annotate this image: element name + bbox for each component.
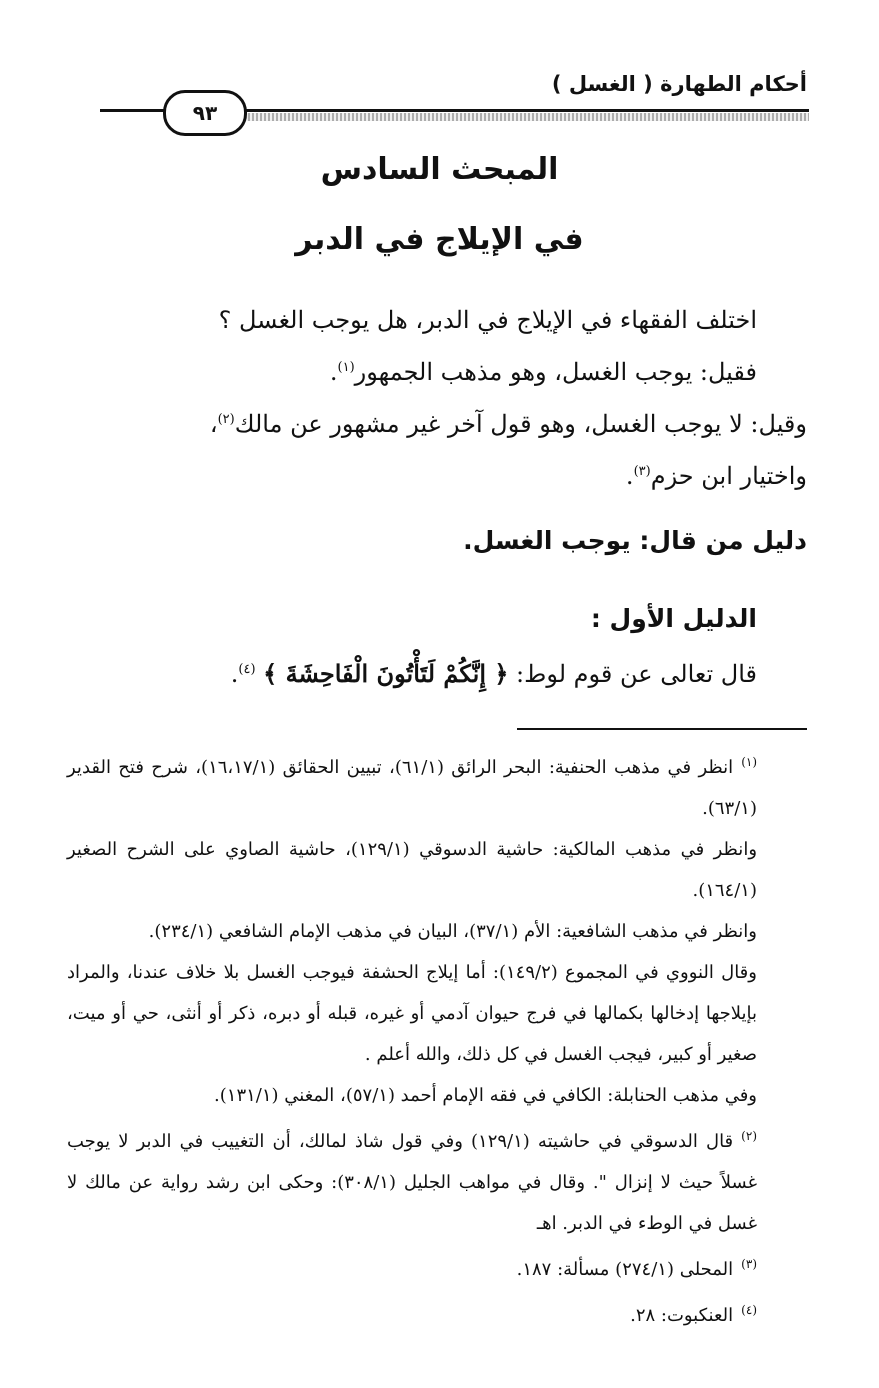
footnote-ref: (٢) <box>217 412 235 427</box>
paragraph-end: ، <box>209 410 218 438</box>
paragraph-second-opinion <box>67 398 807 450</box>
footnote-separator <box>517 728 807 730</box>
footnote-mark: (٢) <box>741 1129 757 1143</box>
paragraph-text: قال تعالى عن قوم لوط: <box>508 660 757 688</box>
footnote-mark: (٤) <box>741 1303 757 1317</box>
running-title: أحكام الطهارة ( الغسل ) <box>551 72 807 96</box>
footnotes <box>67 742 807 1336</box>
paragraph-end: . <box>230 660 239 688</box>
evidence-heading: دليل من قال: يوجب الغسل. <box>463 526 807 555</box>
page-number-badge <box>163 90 247 136</box>
paragraph-quran-citation <box>97 648 757 700</box>
paragraph-end: . <box>329 358 338 386</box>
footnote-2 <box>67 1116 807 1244</box>
footnote-text: المحلى (٢٧٤/١) مسألة: ١٨٧. <box>516 1259 734 1280</box>
paragraph-second-opinion-cont <box>67 450 807 502</box>
paragraph-first-opinion <box>97 346 757 398</box>
footnote-1b: وانظر في مذهب المالكية: حاشية الدسوقي (١٢٩/١)، حاشية الصاوي على الشرح الصغير (١٦٤/١). <box>67 839 758 901</box>
footnote-mark: (١) <box>741 755 758 769</box>
footnote-3 <box>67 1244 807 1290</box>
page-number: ٩٣ <box>192 101 218 125</box>
section-heading: المبحث السادس <box>320 152 559 187</box>
paragraph-end: . <box>625 462 634 490</box>
footnote-ref: (٤) <box>238 662 256 677</box>
paragraph-text: وقيل: لا يوجب الغسل، وهو قول آخر غير مشهور عن مالك <box>234 410 807 438</box>
topic-heading: في الإيلاج في الدبر <box>295 222 584 257</box>
footnote-ref: (١) <box>337 360 355 375</box>
header-ornament <box>240 113 809 121</box>
paragraph-text: واختيار ابن حزم <box>650 462 807 490</box>
footnote-1a <box>67 742 807 829</box>
footnote-4 <box>67 1290 807 1336</box>
first-evidence-heading: الدليل الأول : <box>590 604 757 633</box>
paragraph-question: اختلف الفقهاء في الإيلاج في الدبر، هل يوجب الغسل ؟ <box>218 306 757 334</box>
footnote-ref: (٣) <box>633 464 651 479</box>
footnote-1e: وفي مذهب الحنابلة: الكافي في فقه الإمام أحمد (٥٧/١)، المغني (١٣١/١). <box>214 1085 757 1106</box>
footnote-mark: (٣) <box>741 1257 757 1271</box>
quran-verse: ﴿ إِنَّكُمْ لَتَأْتُونَ الْفَاحِشَةَ ﴾ <box>263 659 509 688</box>
footnote-text: العنكبوت: ٢٨. <box>630 1305 734 1326</box>
footnote-text: قال الدسوقي في حاشيته (١٢٩/١) وفي قول شاذ لمالك، أن التغييب في الدبر لا يوجب غسلاً حيث لا إنزال ". وقال في مواهب الجليل (٣٠٨/١): وحكى ابن رشد رواية عن مالك لا غسل في الوطء في الدبر. اهـ <box>67 1131 758 1234</box>
footnote-1c: وانظر في مذهب الشافعية: الأم (٣٧/١)، البيان في مذهب الإمام الشافعي (٢٣٤/١). <box>148 921 757 942</box>
footnote-text: انظر في مذهب الحنفية: البحر الرائق (٦١/١)، تبيين الحقائق (١٦،١٧/١)، شرح فتح القدير (٦٣/١). <box>67 757 757 819</box>
footnote-1d: وقال النووي في المجموع (١٤٩/٢): أما إيلاج الحشفة فيوجب الغسل بلا خلاف عندنا، والمراد بإيلاجها إدخالها بكمالها في فرج حيوان آدمي أو غيره، قبله أو دبره، ذكر أو أنثى، حي أو ميت، صغير أو كبير، فيجب الغسل في كل ذلك، والله أعلم . <box>67 962 757 1065</box>
paragraph-text: فقيل: يوجب الغسل، وهو مذهب الجمهور <box>354 358 757 386</box>
